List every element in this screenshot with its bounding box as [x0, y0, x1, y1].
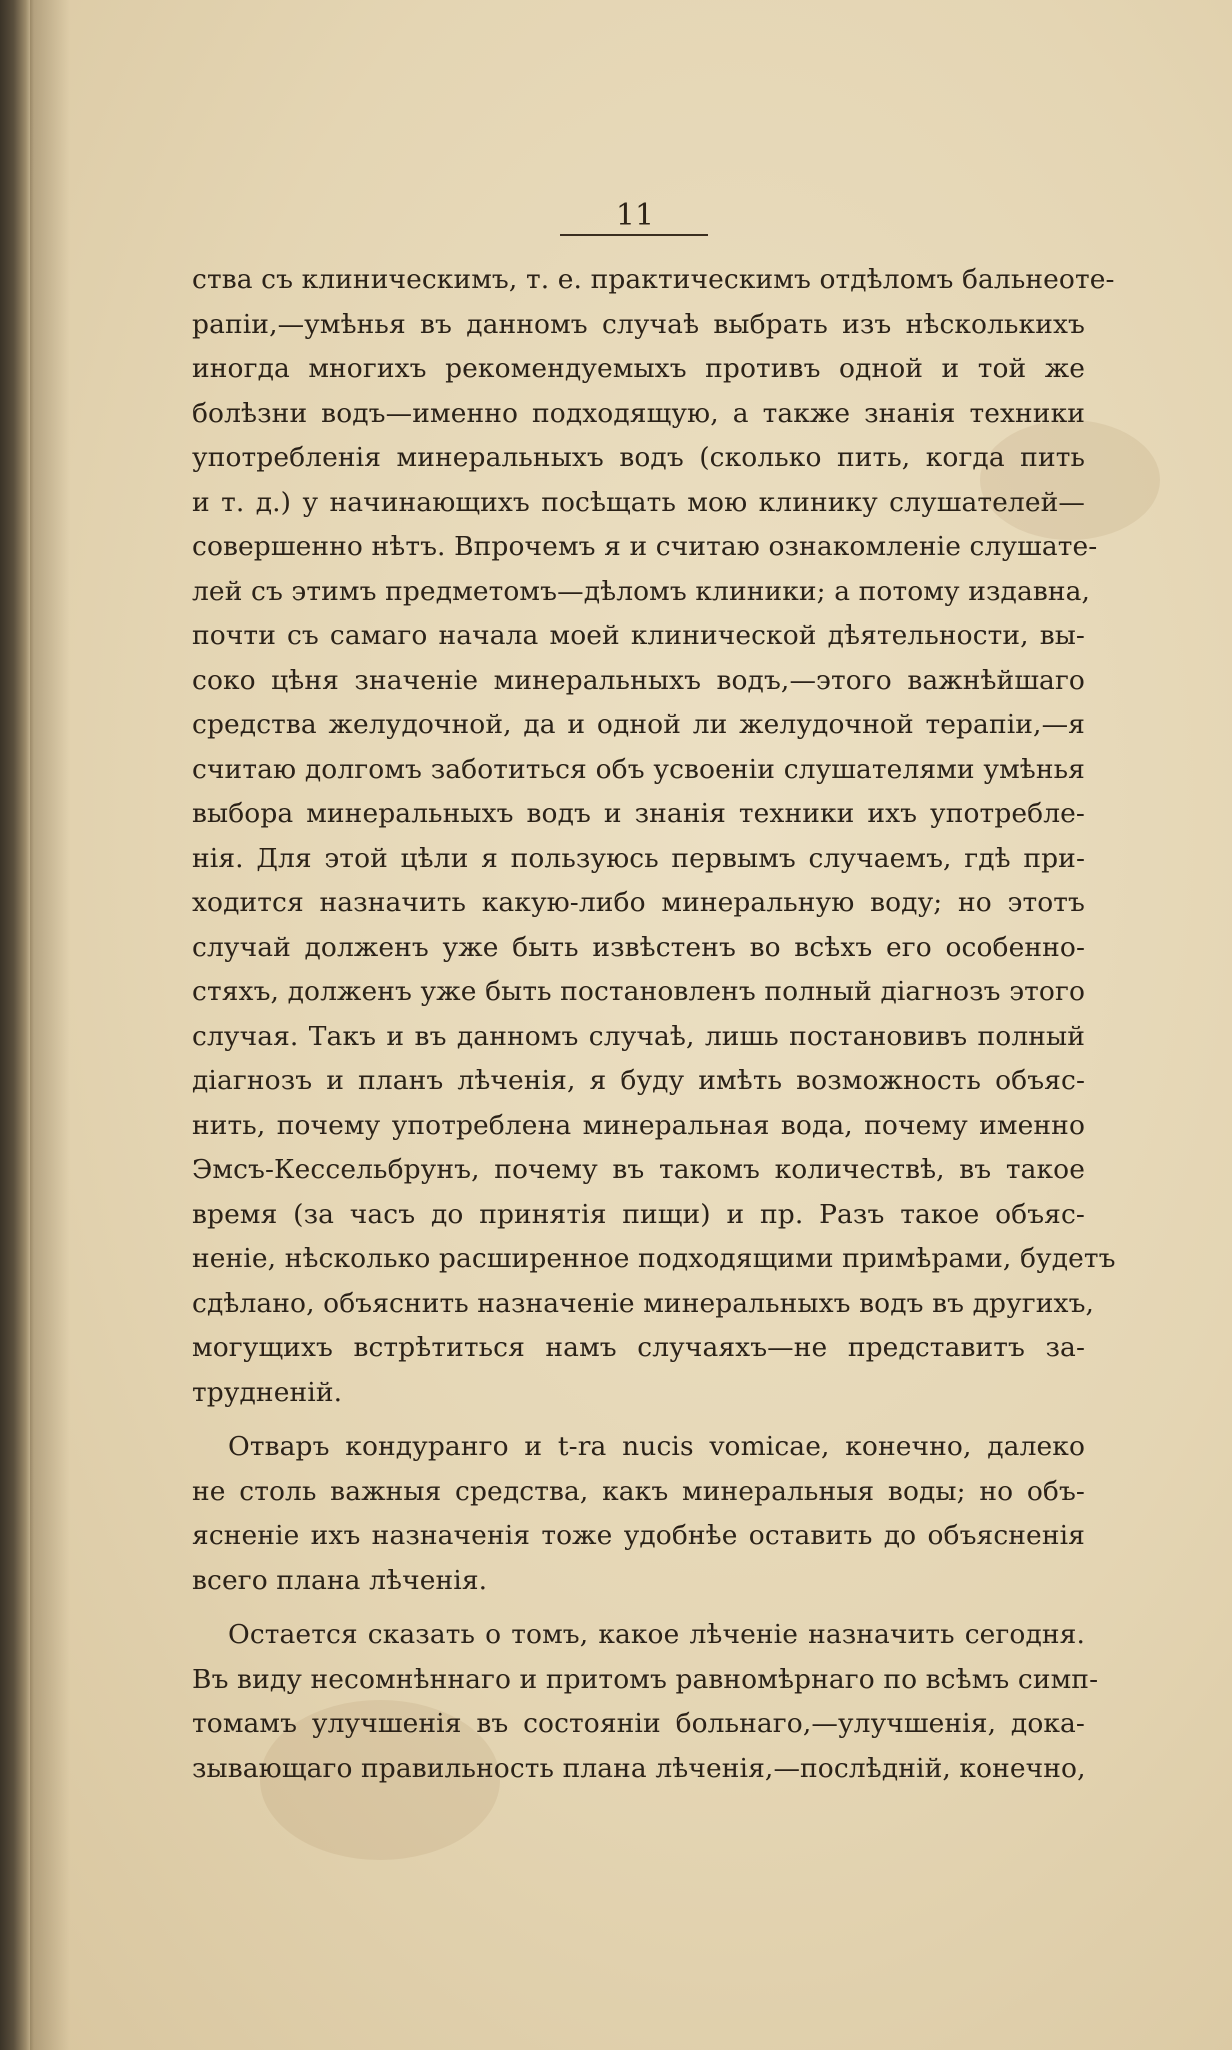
text-line: нiя. Для этой цѣли я пользуюсь первымъ случаемъ, гдѣ при- — [192, 842, 1085, 874]
text-line: стяхъ, долженъ уже быть постановленъ полный дiагнозъ этого — [192, 976, 1085, 1007]
paragraph — [192, 258, 1116, 1415]
text-line: и т. д.) у начинающихъ посѣщать мою клинику слушателей— — [192, 486, 1085, 518]
text-line: случай долженъ уже быть извѣстенъ во всѣхъ его особенно- — [192, 931, 1085, 963]
text-line: рапiи,—умѣнья въ данномъ случаѣ выбрать изъ нѣсколькихъ — [192, 308, 1085, 340]
body-text — [192, 258, 1116, 1791]
text-line: соко цѣня значенiе минеральныхъ водъ,—этого важнѣйшаго — [192, 664, 1085, 696]
text-line: средства желудочной, да и одной ли желудочной терапiи,—я — [192, 709, 1085, 740]
text-line: всего плана лѣченiя. — [192, 1564, 488, 1596]
text-line: употребленiя минеральныхъ водъ (сколько пить, когда пить — [192, 442, 1085, 473]
text-line: не столь важныя средства, какъ минеральныя воды; но объ- — [192, 1475, 1085, 1507]
text-line: Въ виду несомнѣннаго и притомъ равномѣрнаго по всѣмъ симп- — [192, 1663, 1099, 1695]
text-line: Отваръ кондуранго и t-ra nucis vomicae, конечно, далеко — [228, 1431, 1085, 1462]
paragraph-gap — [192, 1603, 1085, 1613]
paragraph — [192, 1425, 1085, 1603]
text-line: ходится назначить какую-либо минеральную воду; но этотъ — [192, 887, 1085, 918]
text-line: почти съ самаго начала моей клинической дѣятельности, вы- — [192, 620, 1085, 651]
gutter-shadow — [30, 0, 70, 2050]
book-spine-gutter — [0, 0, 34, 2050]
text-line: лей съ этимъ предметомъ—дѣломъ клиники; а потому издавна, — [192, 575, 1091, 607]
text-line: ства съ клиническимъ, т. е. практическимъ отдѣломъ бальнеоте- — [192, 264, 1115, 295]
text-line: время (за часъ до принятiя пищи) и пр. Разъ такое объяс- — [192, 1198, 1085, 1230]
text-line: зывающаго правильность плана лѣченiя,—послѣднiй, конечно, — [192, 1752, 1086, 1784]
text-line: выбора минеральныхъ водъ и знанiя техники ихъ употребле- — [192, 798, 1085, 829]
text-line: случая. Такъ и въ данномъ случаѣ, лишь постановивъ полный — [192, 1020, 1085, 1052]
text-line: болѣзни водъ—именно подходящую, а также знанiя техники — [192, 397, 1085, 429]
paragraph — [192, 1613, 1099, 1791]
text-line: считаю долгомъ заботиться объ усвоенiи слушателями умѣнья — [192, 753, 1085, 785]
text-line: могущихъ встрѣтиться намъ случаяхъ—не представитъ за- — [192, 1332, 1085, 1363]
text-line: томамъ улучшенiя въ состоянiи больнаго,—улучшенiя, дока- — [192, 1708, 1085, 1739]
text-line: трудненiй. — [192, 1376, 343, 1408]
text-line: иногда многихъ рекомендуемыхъ противъ одной и той же — [192, 353, 1085, 384]
text-line: нить, почему употреблена минеральная вода, почему именно — [192, 1109, 1085, 1141]
text-line: ясненiе ихъ назначенiя тоже удобнѣе оставить до объясненiя — [192, 1520, 1085, 1551]
text-line: сдѣлано, объяснить назначенiе минеральныхъ водъ въ другихъ, — [192, 1287, 1095, 1319]
paragraph-gap — [192, 1415, 1085, 1425]
text-line: совершенно нѣтъ. Впрочемъ я и считаю ознакомленiе слушате- — [192, 531, 1098, 562]
text-line: дiагнозъ и планъ лѣченiя, я буду имѣть возможность объяс- — [192, 1065, 1085, 1096]
text-line: ненiе, нѣсколько расширенное подходящими примѣрами, будетъ — [192, 1243, 1116, 1274]
text-line: Эмсъ-Кессельбрунъ, почему въ такомъ количествѣ, въ такое — [192, 1154, 1085, 1185]
header-rule — [560, 234, 708, 236]
page-number: 11 — [615, 198, 655, 233]
text-line: Остается сказать о томъ, какое лѣченiе назначить сегодня. — [228, 1619, 1085, 1650]
